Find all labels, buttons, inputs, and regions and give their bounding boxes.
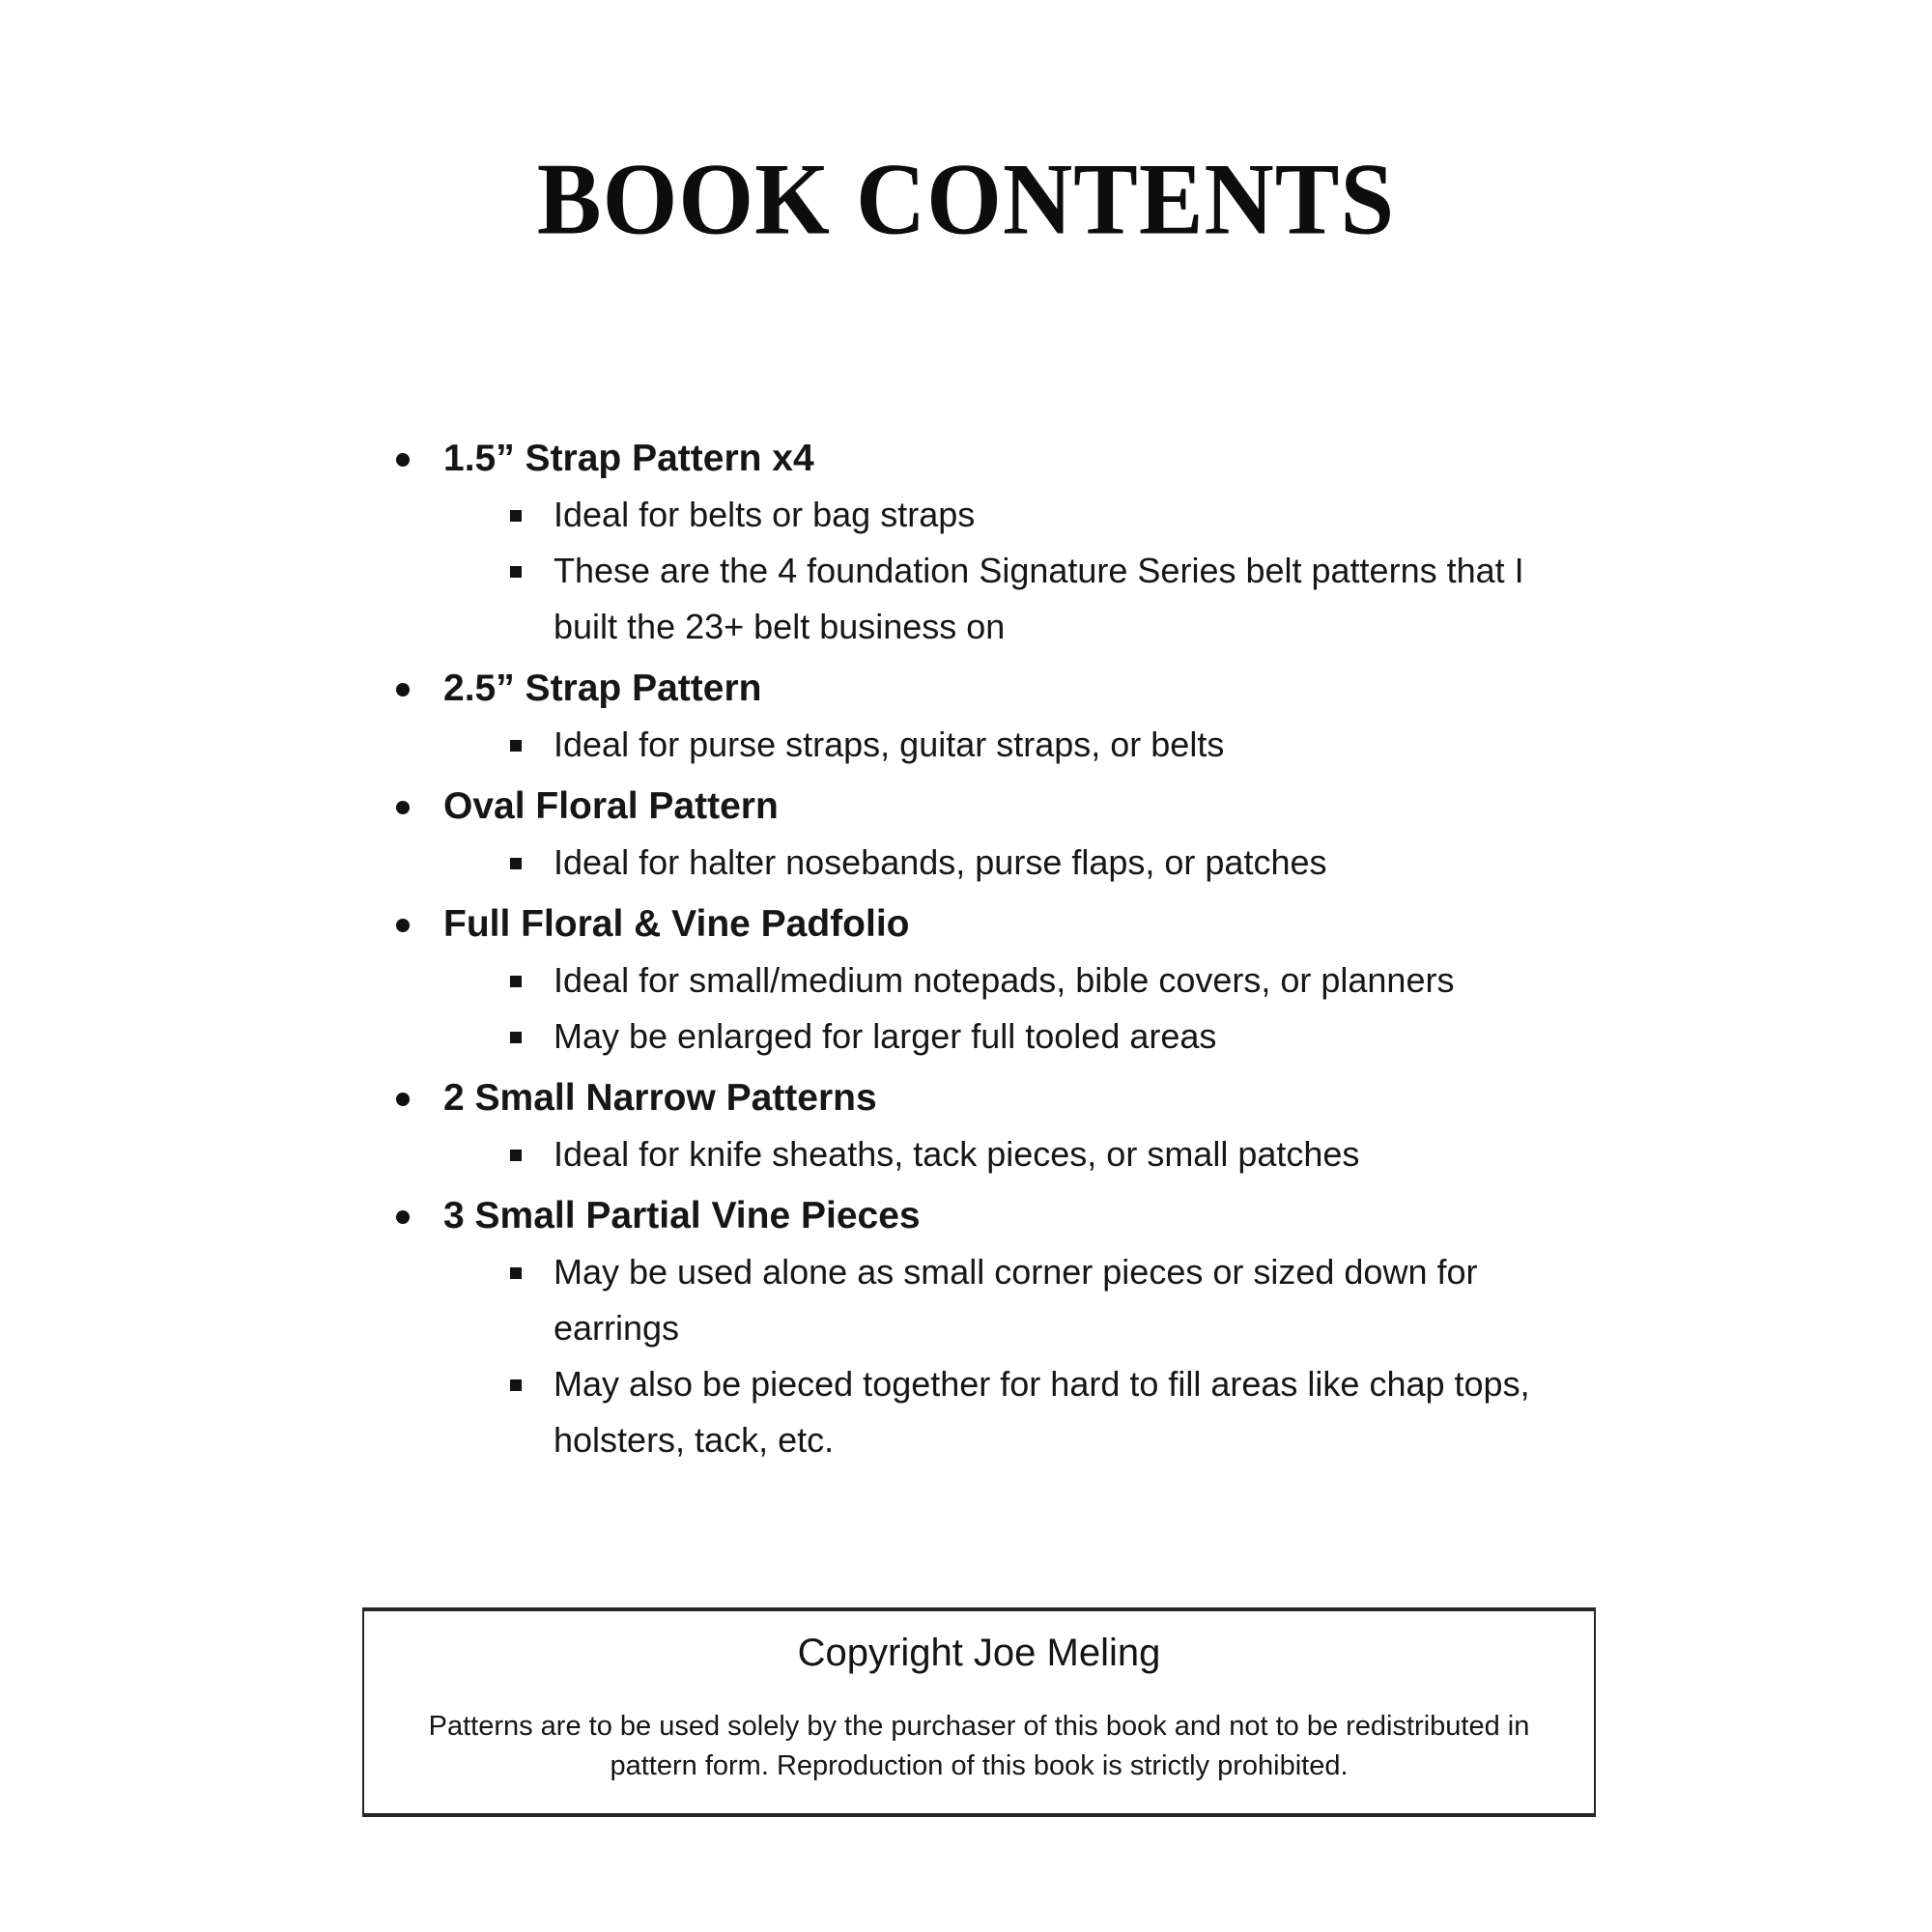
contents-list [396,431,1652,1468]
bullet-icon [396,1188,443,1224]
contents-subitem-text: Ideal for knife sheaths, tack pieces, or small patches [554,1134,1360,1174]
square-bullet-icon [510,543,554,578]
bullet-dot [396,1093,410,1106]
square-bullet-mark [510,510,522,522]
square-bullet-mark [510,1032,522,1043]
bullet-icon [396,779,443,814]
square-bullet-icon [510,1126,554,1161]
copyright-box [362,1607,1596,1817]
contents-subitem [510,952,1652,1009]
bullet-dot [396,919,410,932]
contents-subitem [510,1009,1652,1065]
bullet-icon [396,896,443,932]
contents-subitem [510,543,1652,655]
bullet-icon [396,661,443,696]
bullet-dot [396,453,410,467]
contents-item-label: Oval Floral Pattern [443,785,779,827]
contents-subitem [510,835,1652,891]
square-bullet-mark [510,566,522,578]
bullet-icon [396,1070,443,1106]
bullet-dot [396,1210,410,1224]
square-bullet-icon [510,1244,554,1279]
square-bullet-mark [510,976,522,987]
contents-item-label: Full Floral & Vine Padfolio [443,903,910,945]
square-bullet-icon [510,835,554,869]
square-bullet-mark [510,1150,522,1161]
contents-item-label: 3 Small Partial Vine Pieces [443,1195,921,1236]
contents-subitem-text: These are the 4 foundation Signature Series belt patterns that I built the 23+ belt business on [554,551,1524,646]
contents-subitem-text: Ideal for small/medium notepads, bible covers, or planners [554,960,1455,1000]
square-bullet-icon [510,1356,554,1391]
square-bullet-icon [510,1009,554,1043]
contents-subitem [510,487,1652,543]
contents-subitem [510,1126,1652,1182]
contents-subitem-text: Ideal for purse straps, guitar straps, or belts [554,724,1225,764]
contents-subitem-text: Ideal for halter nosebands, purse flaps, or patches [554,842,1327,882]
square-bullet-icon [510,952,554,987]
square-bullet-mark [510,740,522,752]
contents-item-label: 2 Small Narrow Patterns [443,1077,877,1119]
contents-item-label: 1.5” Strap Pattern x4 [443,438,814,479]
bullet-dot [396,683,410,696]
square-bullet-icon [510,717,554,752]
square-bullet-mark [510,1267,522,1279]
contents-subitem-text: May be enlarged for larger full tooled areas [554,1016,1217,1056]
contents-item [396,779,1652,835]
contents-subitem-text: May also be pieced together for hard to fill areas like chap tops, holsters, tack, etc. [554,1364,1530,1460]
contents-subitem [510,1356,1652,1468]
square-bullet-mark [510,858,522,869]
contents-item [396,896,1652,952]
contents-item [396,1070,1652,1126]
bullet-dot [396,801,410,814]
contents-subitem-text: Ideal for belts or bag straps [554,495,976,534]
contents-item [396,661,1652,717]
contents-item [396,431,1652,487]
page-title: BOOK CONTENTS [536,141,1396,256]
contents-subitem-text: May be used alone as small corner pieces or sized down for earrings [554,1252,1478,1348]
bullet-icon [396,431,443,467]
square-bullet-mark [510,1379,522,1391]
contents-item-label: 2.5” Strap Pattern [443,668,762,709]
contents-item [396,1188,1652,1244]
copyright-heading: Copyright Joe Meling [797,1632,1161,1674]
copyright-body: Patterns are to be used solely by the purchaser of this book and not to be redistributed in pattern form. Reproduction of this book is strictly prohibited. [428,1711,1530,1781]
contents-subitem [510,717,1652,773]
contents-subitem [510,1244,1652,1356]
square-bullet-icon [510,487,554,522]
